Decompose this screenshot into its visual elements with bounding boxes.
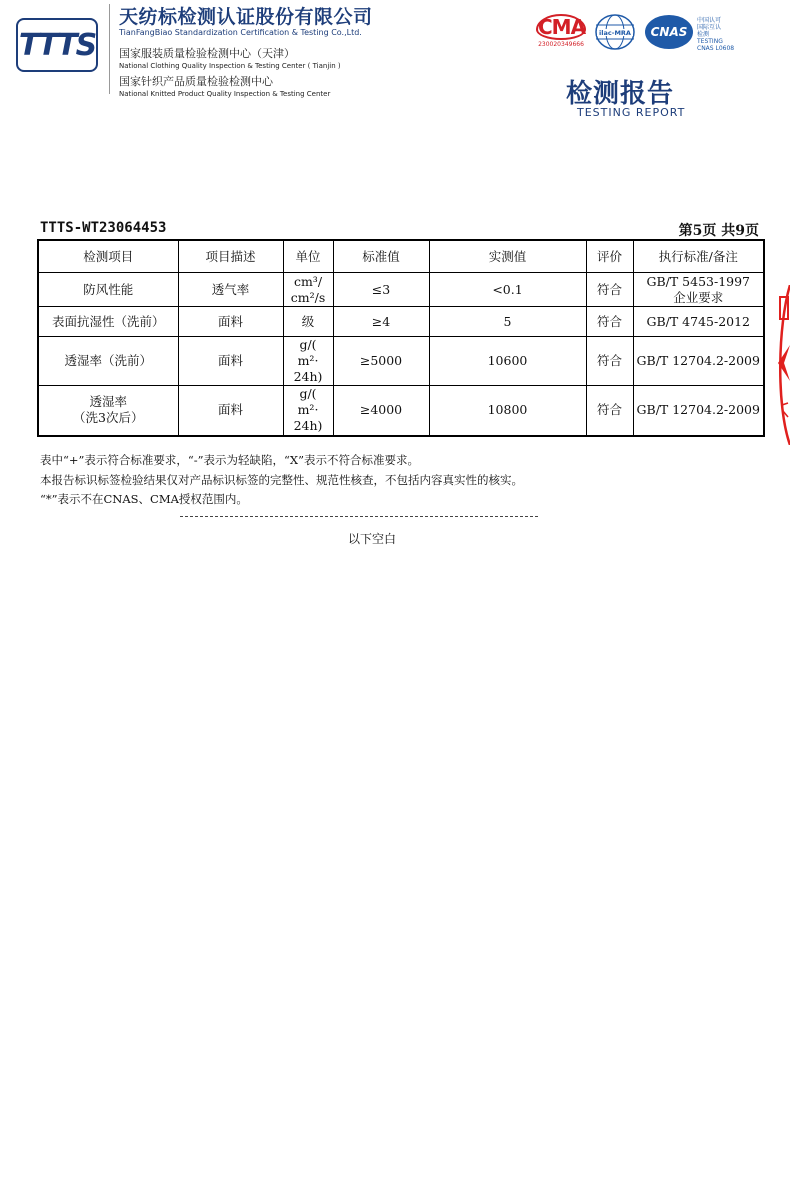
- unit-line: m²·: [297, 402, 319, 418]
- center-clothing: 国家服装质量检验检测中心（天津）: [119, 47, 295, 60]
- cell-standard: ≥5000: [333, 337, 429, 386]
- item-line: （洗3次后）: [73, 410, 144, 426]
- cnas-text-line: CNAS L0608: [697, 45, 735, 52]
- ilac-mra-logo: [594, 13, 636, 51]
- unit-line: 24h): [293, 418, 323, 434]
- ilac-globe-icon: [594, 13, 636, 51]
- header-cell: 检测项目: [38, 240, 178, 273]
- blank-below-text: 以下空白: [348, 532, 397, 546]
- notes: [40, 451, 523, 510]
- center-knitted: 国家针织产品质量检验检测中心: [119, 75, 273, 88]
- header-cell: 单位: [283, 240, 333, 273]
- cell-desc: 透气率: [178, 273, 283, 307]
- cnas-text-line: 国际互认: [697, 24, 722, 31]
- unit-line: g/(: [299, 337, 317, 352]
- cell-std: GB/T 12704.2-2009: [633, 337, 764, 386]
- cnas-text-line: 检测: [697, 31, 710, 38]
- end-divider: [180, 516, 538, 517]
- table-row: [38, 273, 764, 307]
- cell-item: 表面抗湿性（洗前）: [38, 307, 178, 337]
- note-line: “*”表示不在CNAS、CMA授权范围内。: [40, 492, 248, 506]
- header-cell: 执行标准/备注: [633, 240, 764, 273]
- unit-line: cm³/: [293, 273, 323, 289]
- cell-standard: ≥4000: [333, 386, 429, 436]
- cell-measured: 5: [429, 307, 586, 337]
- cell-eval: 符合: [586, 273, 633, 307]
- cell-unit: [283, 337, 333, 386]
- header-cell: 项目描述: [178, 240, 283, 273]
- cnas-text: [697, 17, 734, 52]
- report-number: TTTS-WT23064453: [40, 220, 167, 236]
- company-name-en: TianFangBiao Standardization Certification & Testing Co.,Ltd.: [119, 28, 362, 37]
- center-knitted-en: National Knitted Product Quality Inspection & Testing Center: [119, 90, 331, 98]
- cell-measured: 10800: [429, 386, 586, 436]
- cell-unit: [283, 386, 333, 436]
- unit-line: m²·: [297, 353, 319, 368]
- seal-stamp: [772, 285, 790, 445]
- cell-item: 防风性能: [38, 273, 178, 307]
- note-line: 本报告标识标签检验结果仅对产品标识标签的完整性、规范性核查，不包括内容真实性的核实。: [40, 472, 523, 487]
- cell-eval: 符合: [586, 337, 633, 386]
- cell-unit: [283, 273, 333, 307]
- ilac-label: ilac-MRA: [599, 29, 631, 37]
- cma-mark: CMA: [538, 15, 586, 39]
- header-cell: 实测值: [429, 240, 586, 273]
- header-cell: 评价: [586, 240, 633, 273]
- report-title: 检测报告: [566, 79, 675, 109]
- cnas-logo: [645, 15, 693, 49]
- cell-standard: ≤3: [333, 273, 429, 307]
- cell-eval: 符合: [586, 386, 633, 436]
- header-divider: [109, 4, 110, 94]
- unit-line: g/(: [299, 386, 317, 402]
- cnas-mark: CNAS: [645, 15, 693, 49]
- cell-unit: 级: [283, 307, 333, 337]
- table-header-row: [38, 240, 764, 273]
- cell-item: 透湿率（洗前）: [38, 337, 178, 386]
- cell-standard: ≥4: [333, 307, 429, 337]
- cell-measured: 10600: [429, 337, 586, 386]
- item-line: 透湿率: [89, 394, 127, 410]
- cell-item: [38, 386, 178, 436]
- cnas-text-line: TESTING: [697, 38, 723, 45]
- cnas-text-line: 中国认可: [697, 17, 722, 24]
- cell-desc: 面料: [178, 307, 283, 337]
- company-info: [119, 2, 373, 98]
- note-line: 表中“+”表示符合标准要求，“-”表示为轻缺陷，“X”表示不符合标准要求。: [40, 453, 419, 467]
- cma-number: 230020349666: [538, 41, 584, 48]
- cell-std: GB/T 4745-2012: [633, 307, 764, 337]
- center-clothing-en: National Clothing Quality Inspection & Testing Center ( Tianjin ): [119, 62, 341, 70]
- results-table: [37, 239, 765, 437]
- seal-stamp-graphic: [772, 285, 790, 445]
- unit-line: 24h): [293, 369, 323, 384]
- cell-eval: 符合: [586, 307, 633, 337]
- cell-std: GB/T 12704.2-2009: [633, 386, 764, 436]
- report-subtitle: TESTING REPORT: [577, 106, 686, 119]
- std-line: 企业要求: [673, 289, 724, 305]
- page-number: 第5页 共9页: [678, 223, 759, 239]
- company-logo: TTTS: [16, 18, 98, 72]
- company-name: 天纺标检测认证股份有限公司: [119, 6, 373, 28]
- cell-measured: <0.1: [429, 273, 586, 307]
- cell-desc: 面料: [178, 337, 283, 386]
- header-cell: 标准值: [333, 240, 429, 273]
- cma-logo: [536, 14, 586, 48]
- unit-line: cm²/s: [290, 289, 326, 305]
- table-row: [38, 307, 764, 337]
- cell-std: [633, 273, 764, 307]
- cell-desc: 面料: [178, 386, 283, 436]
- table-row: [38, 337, 764, 386]
- std-line: GB/T 5453-1997: [646, 273, 751, 289]
- table-row: [38, 386, 764, 436]
